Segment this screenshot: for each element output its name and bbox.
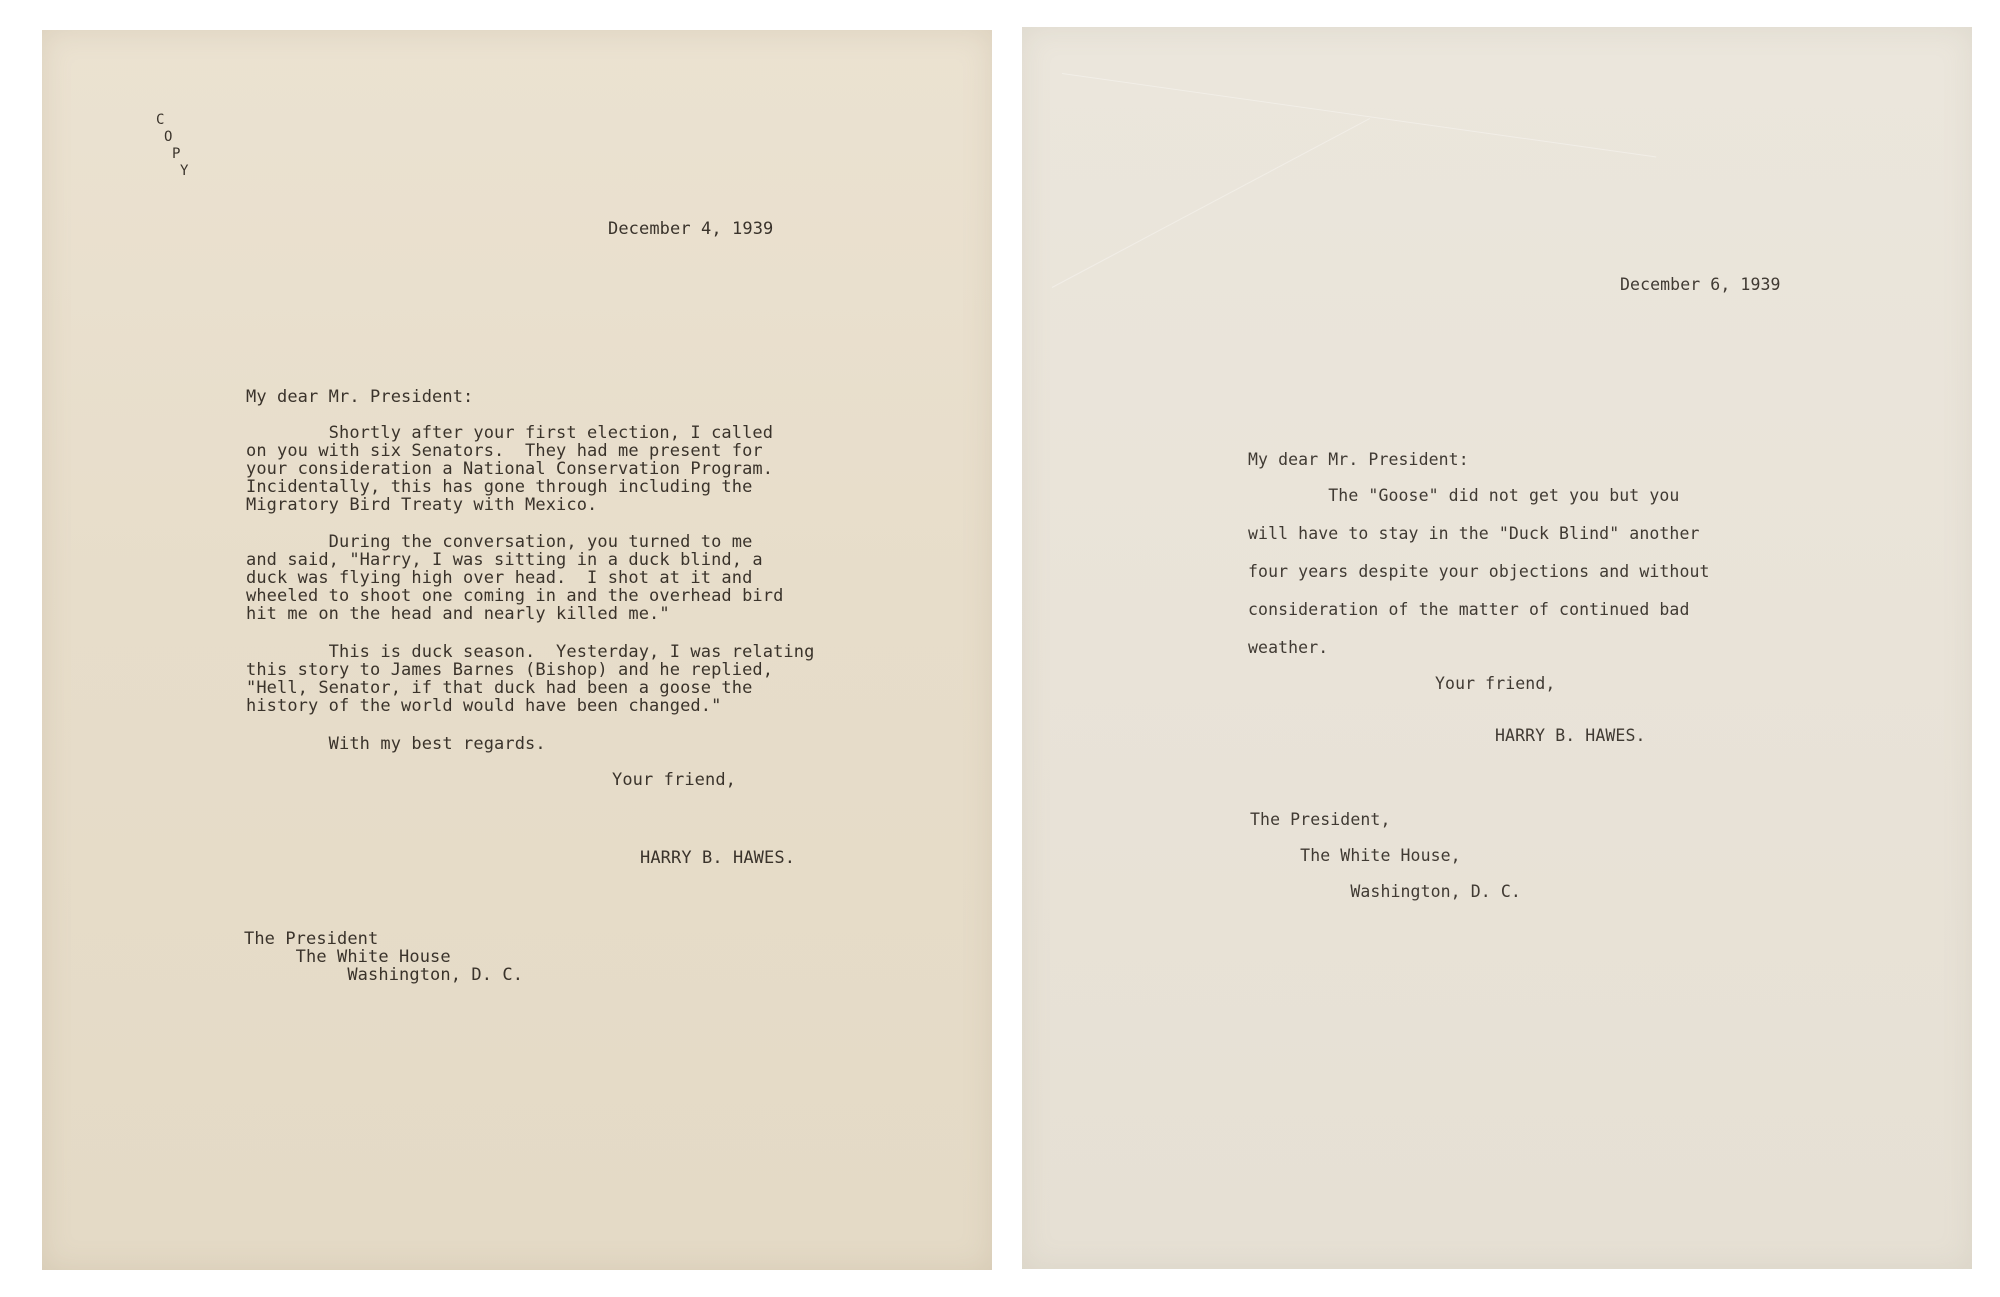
address-line: The White House [244,947,451,967]
body-line: The "Goose" did not get you but you [1248,486,1680,505]
letter-date: December 4, 1939 [608,219,774,239]
paragraph-2-line: hit me on the head and nearly killed me." [246,604,670,624]
paragraph-3-line: This is duck season. Yesterday, I was relating [246,642,815,662]
copy-mark-c: C [156,112,165,128]
address-line: The President, [1250,810,1391,829]
closing-line: With my best regards. [246,734,546,754]
body-line: will have to stay in the "Duck Blind" another [1248,524,1700,543]
paragraph-2-line: and said, "Harry, I was sitting in a duck blind, a [246,550,763,570]
copy-mark-o: O [164,129,173,145]
copy-mark-p: P [172,146,181,162]
copy-mark-y: Y [180,163,189,179]
paragraph-3-line: history of the world would have been changed." [246,696,722,716]
paragraph-2-line: During the conversation, you turned to me [246,532,753,552]
letter-date: December 6, 1939 [1620,275,1781,294]
address-line: Washington, D. C. [1250,882,1521,901]
valediction: Your friend, [612,770,737,790]
signature-name: HARRY B. HAWES. [1495,726,1646,745]
paragraph-1-line: Shortly after your first election, I called [246,423,774,443]
body-line: weather. [1248,638,1329,657]
address-line: The President [244,929,379,949]
letter-salutation: My dear Mr. President: [1248,450,1469,469]
paragraph-3-line: "Hell, Senator, if that duck had been a goose the [246,678,753,698]
paper-crease [1062,73,1656,157]
paragraph-1-line: on you with six Senators. They had me present for [246,441,763,461]
paragraph-1-line: your consideration a National Conservation Program. [246,459,774,479]
paragraph-2-line: duck was flying high over head. I shot at it and [246,568,753,588]
paragraph-2-line: wheeled to shoot one coming in and the overhead bird [246,586,784,606]
letter-page-december-4 [42,30,992,1270]
body-line: four years despite your objections and without [1248,562,1710,581]
paragraph-3-line: this story to James Barnes (Bishop) and he replied, [246,660,774,680]
address-line: The White House, [1250,846,1461,865]
address-line: Washington, D. C. [244,965,524,985]
paper-crease [1052,118,1370,288]
paragraph-1-line: Incidentally, this has gone through including the [246,477,753,497]
valediction: Your friend, [1435,674,1556,693]
letter-page-december-6 [1022,27,1972,1269]
body-line: consideration of the matter of continued bad [1248,600,1690,619]
signature-name: HARRY B. HAWES. [640,848,796,868]
paragraph-1-line: Migratory Bird Treaty with Mexico. [246,495,598,515]
letter-salutation: My dear Mr. President: [246,387,474,407]
